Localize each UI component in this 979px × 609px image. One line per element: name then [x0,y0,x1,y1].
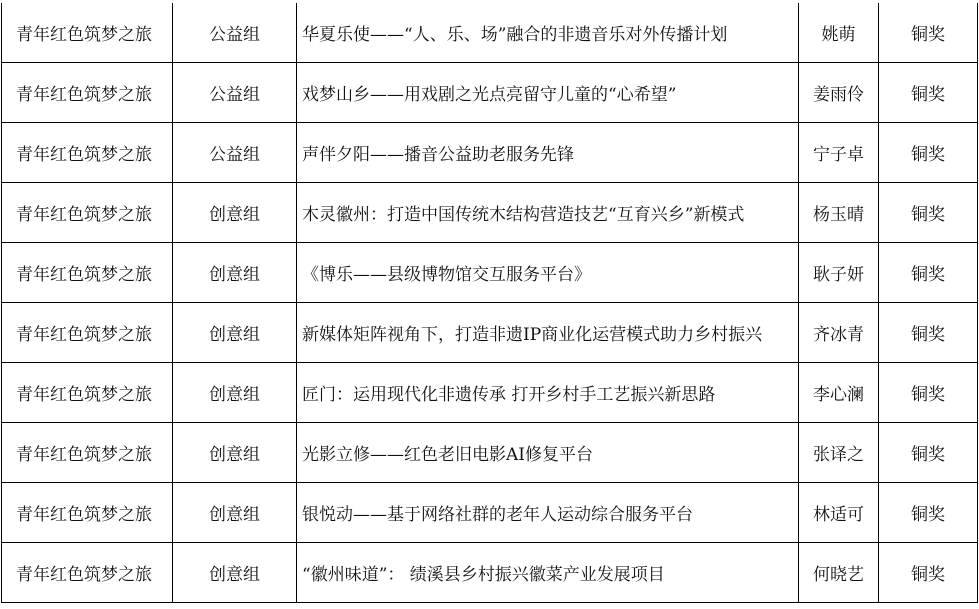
award-cell: 铜奖 [879,423,978,483]
name-cell: 姜雨伶 [799,63,879,123]
project-cell: 匠门：运用现代化非遗传承 打开乡村手工艺振兴新思路 [297,363,799,423]
group-cell: 创意组 [173,483,297,543]
name-cell: 林适可 [799,483,879,543]
table-row [2,63,978,123]
award-cell: 铜奖 [879,303,978,363]
track-cell: 青年红色筑梦之旅 [2,543,173,603]
group-cell: 创意组 [173,243,297,303]
table-row [2,3,978,63]
group-cell: 公益组 [173,123,297,183]
name-cell: 姚萌 [799,3,879,63]
track-cell: 青年红色筑梦之旅 [2,3,173,63]
award-cell: 铜奖 [879,123,978,183]
project-cell: 戏梦山乡——用戏剧之光点亮留守儿童的“心希望” [297,63,799,123]
table-row [2,543,978,603]
award-cell: 铜奖 [879,63,978,123]
table-row [2,483,978,543]
name-cell: 宁子卓 [799,123,879,183]
name-cell: 杨玉晴 [799,183,879,243]
award-cell: 铜奖 [879,483,978,543]
project-cell: 华夏乐使——“人、乐、场”融合的非遗音乐对外传播计划 [297,3,799,63]
award-cell: 铜奖 [879,183,978,243]
name-cell: 耿子妍 [799,243,879,303]
name-cell: 何晓艺 [799,543,879,603]
group-cell: 创意组 [173,543,297,603]
award-cell: 铜奖 [879,543,978,603]
award-cell: 铜奖 [879,363,978,423]
project-cell: 《博乐——县级博物馆交互服务平台》 [297,243,799,303]
award-table-body [2,3,978,603]
group-cell: 创意组 [173,183,297,243]
award-cell: 铜奖 [879,243,978,303]
project-cell: 光影立修——红色老旧电影AI修复平台 [297,423,799,483]
table-row [2,303,978,363]
track-cell: 青年红色筑梦之旅 [2,423,173,483]
name-cell: 齐冰青 [799,303,879,363]
track-cell: 青年红色筑梦之旅 [2,243,173,303]
group-cell: 公益组 [173,63,297,123]
group-cell: 创意组 [173,303,297,363]
project-cell: 木灵徽州：打造中国传统木结构营造技艺“互育兴乡”新模式 [297,183,799,243]
name-cell: 张译之 [799,423,879,483]
table-row [2,423,978,483]
track-cell: 青年红色筑梦之旅 [2,363,173,423]
track-cell: 青年红色筑梦之旅 [2,303,173,363]
table-row [2,123,978,183]
name-cell: 李心澜 [799,363,879,423]
project-cell: 银悦动——基于网络社群的老年人运动综合服务平台 [297,483,799,543]
group-cell: 创意组 [173,363,297,423]
table-row [2,183,978,243]
track-cell: 青年红色筑梦之旅 [2,183,173,243]
award-table [1,3,978,603]
group-cell: 公益组 [173,3,297,63]
track-cell: 青年红色筑梦之旅 [2,123,173,183]
track-cell: 青年红色筑梦之旅 [2,483,173,543]
table-row [2,243,978,303]
project-cell: “徽州味道”： 绩溪县乡村振兴徽菜产业发展项目 [297,543,799,603]
group-cell: 创意组 [173,423,297,483]
track-cell: 青年红色筑梦之旅 [2,63,173,123]
project-cell: 声伴夕阳——播音公益助老服务先锋 [297,123,799,183]
table-row [2,363,978,423]
award-cell: 铜奖 [879,3,978,63]
project-cell: 新媒体矩阵视角下，打造非遗IP商业化运营模式助力乡村振兴 [297,303,799,363]
